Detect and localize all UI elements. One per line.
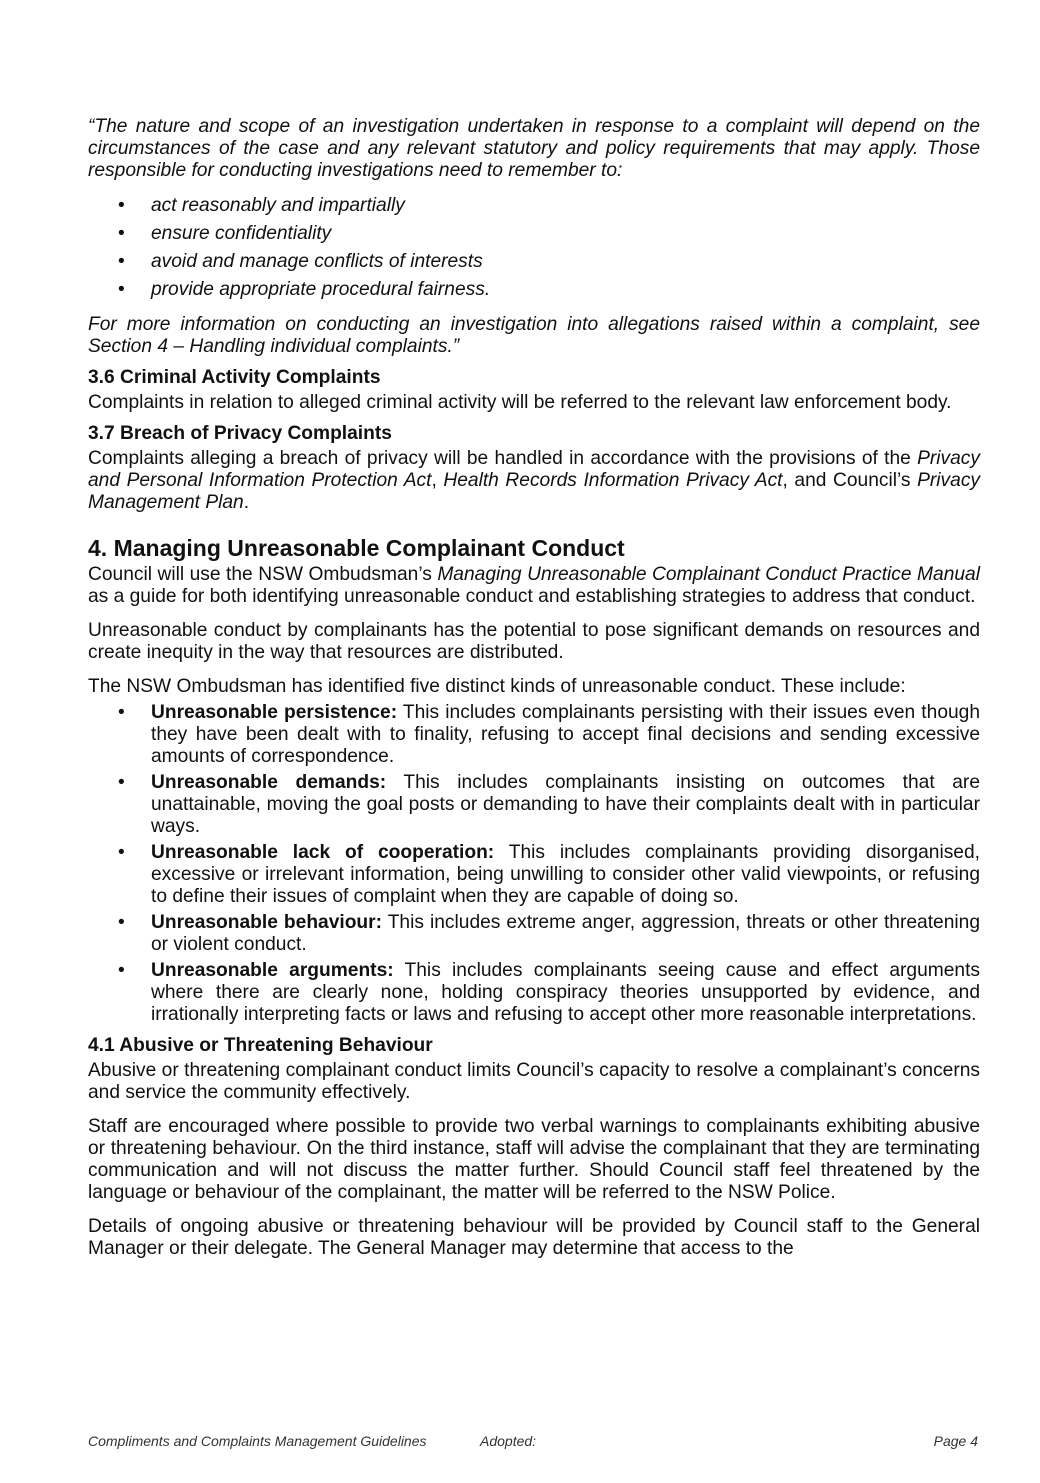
privacy-plan-title: Privacy Management Plan — [88, 470, 981, 513]
section-heading-4-1: 4.1 Abusive or Threatening Behaviour — [88, 1035, 433, 1056]
list-item: • Unreasonable demands: This includes complainants insisting on outcomes that are unattainable, moving the goal posts or demanding to have their complaints dealt with in particular ways. — [88, 772, 980, 838]
page-number: Page 4 — [933, 1433, 978, 1449]
page-footer — [88, 1432, 980, 1450]
list-item: • act reasonably and impartially — [88, 192, 980, 220]
list-item: • Unreasonable arguments: This includes complainants seeing cause and effect arguments where there are clearly none, holding conspiracy theories unsupported by evidence, and irrationally interpreting facts or laws and refusing to accept other more reasonable interpretations. — [88, 960, 980, 1026]
footer-adopted: Adopted: — [480, 1433, 537, 1449]
section-heading-3-6: 3.6 Criminal Activity Complaints — [88, 367, 381, 388]
manual-title: Managing Unreasonable Complainant Conduct Practice Manual — [437, 564, 980, 585]
section-4-para-2: Unreasonable conduct by complainants has the potential to pose significant demands on resources and create inequity in the way that resources are distributed. — [88, 620, 980, 663]
privacy-act-title: Privacy and Personal Information Protection Act — [88, 448, 980, 491]
kind-label: Unreasonable arguments: — [151, 960, 394, 981]
list-item: • provide appropriate procedural fairness. — [88, 276, 980, 304]
section-heading-3-7: 3.7 Breach of Privacy Complaints — [88, 423, 392, 444]
health-records-act-title: Health Records Information Privacy Act — [443, 470, 783, 491]
kind-label: Unreasonable demands: — [151, 772, 387, 793]
list-item: • Unreasonable lack of cooperation: This includes complainants providing disorganised, excessive or irrelevant information, being unwilling to consider other valid viewpoints, or refusing to define their issues of complaint when they are capable of doing so. — [88, 842, 980, 908]
kind-label: Unreasonable behaviour: — [151, 912, 383, 933]
quote-closing: For more information on conducting an investigation into allegations raised within a complaint, see Section 4 – Handling individual complaints.” — [88, 314, 980, 357]
section-4-para-3: The NSW Ombudsman has identified five distinct kinds of unreasonable conduct. These include: — [88, 676, 906, 697]
section-4-para-1: Council will use the NSW Ombudsman’s Managing Unreasonable Complainant Conduct Practice Manual as a guide for both identifying unreasonable conduct and establishing strategies to address that conduct. — [88, 564, 980, 607]
section-4-1-para-3: Details of ongoing abusive or threatening behaviour will be provided by Council staff to the General Manager or their delegate. The General Manager may determine that access to the — [88, 1216, 980, 1259]
section-3-7-body: Complaints alleging a breach of privacy will be handled in accordance with the provisions of the Privacy and Personal Information Protection Act, Health Records Information Privacy Act, and Council’s Privacy Management Plan. — [88, 448, 981, 513]
kind-label: Unreasonable lack of cooperation: — [151, 842, 495, 863]
investigation-bullet-list — [88, 192, 980, 304]
quote-intro: “The nature and scope of an investigation undertaken in response to a complaint will depend on the circumstances of the case and any relevant statutory and policy requirements that may apply. Those responsible for conducting investigations need to remember to: — [88, 116, 980, 181]
list-item: • Unreasonable persistence: This includes complainants persisting with their issues even though they have been dealt with to finality, refusing to accept final decisions and sending excessive amounts of correspondence. — [88, 702, 980, 768]
page-content — [88, 116, 980, 1260]
list-item: • ensure confidentiality — [88, 220, 980, 248]
conduct-kinds-list — [88, 702, 980, 1026]
footer-document-title: Compliments and Complaints Management Guidelines — [88, 1433, 427, 1449]
section-heading-4: 4. Managing Unreasonable Complainant Conduct — [88, 535, 625, 561]
section-4-1-para-1: Abusive or threatening complainant conduct limits Council’s capacity to resolve a complainant’s concerns and service the community effectively. — [88, 1060, 980, 1103]
list-item: • avoid and manage conflicts of interests — [88, 248, 980, 276]
section-4-1-para-2: Staff are encouraged where possible to provide two verbal warnings to complainants exhibiting abusive or threatening behaviour. On the third instance, staff will advise the complainant that they are terminating communication and will not discuss the matter further. Should Council staff feel threatened by the language or behaviour of the complainant, the matter will be referred to the NSW Police. — [88, 1116, 980, 1203]
list-item: • Unreasonable behaviour: This includes extreme anger, aggression, threats or other threatening or violent conduct. — [88, 912, 980, 956]
kind-label: Unreasonable persistence: — [151, 702, 398, 723]
section-3-6-body: Complaints in relation to alleged criminal activity will be referred to the relevant law enforcement body. — [88, 392, 952, 413]
